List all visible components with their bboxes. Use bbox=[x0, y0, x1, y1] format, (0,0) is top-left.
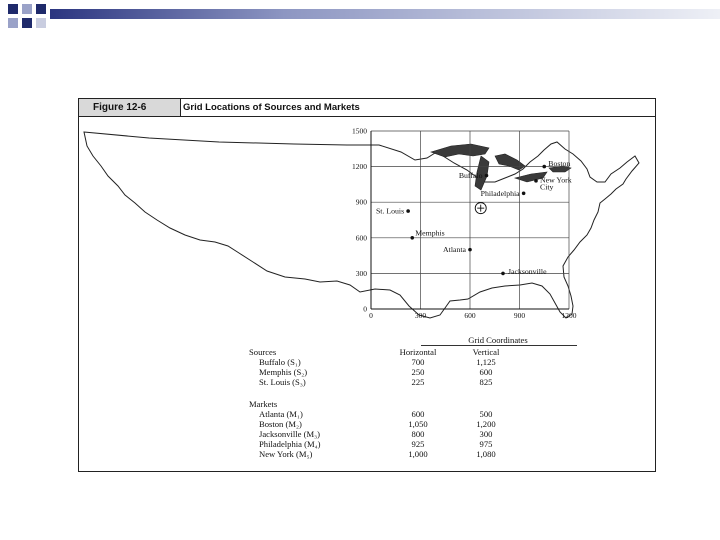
row-horizontal: 700 bbox=[411, 357, 425, 367]
row-name: Memphis (S₂) bbox=[259, 367, 308, 377]
location-point bbox=[534, 179, 538, 183]
row-vertical: 1,080 bbox=[476, 449, 496, 459]
col-horizontal-header: Horizontal bbox=[399, 347, 437, 357]
location-point bbox=[501, 272, 505, 276]
location-label: Atlanta bbox=[443, 245, 466, 255]
table-header-row bbox=[249, 347, 649, 357]
row-vertical: 975 bbox=[479, 439, 493, 449]
row-name: Buffalo (S₁) bbox=[259, 357, 301, 367]
plot-area bbox=[352, 127, 577, 321]
location-label: Philadelphia bbox=[480, 188, 520, 198]
table-row bbox=[249, 449, 649, 459]
row-horizontal: 925 bbox=[411, 439, 425, 449]
row-vertical: 500 bbox=[479, 409, 493, 419]
y-tick-label: 300 bbox=[355, 268, 367, 278]
figure-header bbox=[79, 99, 655, 117]
y-tick-label: 600 bbox=[355, 233, 367, 243]
figure-title: Grid Locations of Sources and Markets bbox=[183, 102, 360, 113]
row-vertical: 825 bbox=[479, 377, 493, 387]
x-tick-label: 600 bbox=[464, 311, 476, 320]
row-name: Boston (M₂) bbox=[259, 419, 302, 429]
location-label: New York bbox=[540, 175, 572, 185]
x-tick-label: 900 bbox=[513, 311, 526, 320]
table-row bbox=[249, 377, 649, 387]
table-row bbox=[249, 357, 649, 367]
location-label: Buffalo bbox=[458, 171, 483, 180]
y-tick-label: 1500 bbox=[352, 126, 367, 136]
figure-frame bbox=[78, 98, 656, 472]
row-horizontal: 250 bbox=[411, 367, 425, 377]
row-vertical: 1,200 bbox=[476, 419, 496, 429]
location-point bbox=[406, 209, 410, 213]
row-name: Jacksonville (M₃) bbox=[259, 429, 320, 439]
table-row bbox=[249, 439, 649, 449]
table-row bbox=[249, 429, 649, 439]
row-horizontal: 1,000 bbox=[408, 449, 428, 459]
row-name: New York (M₅) bbox=[259, 449, 313, 459]
location-point bbox=[522, 192, 526, 196]
row-vertical: 300 bbox=[479, 429, 493, 439]
figure-label: Figure 12-6 bbox=[79, 99, 181, 116]
slide-header-decoration bbox=[0, 0, 720, 30]
location-label: Jacksonville bbox=[508, 266, 547, 276]
sources-label: Sources bbox=[249, 347, 277, 357]
row-vertical: 600 bbox=[479, 367, 493, 377]
y-tick-label: 900 bbox=[355, 197, 367, 207]
location-label: City bbox=[540, 182, 554, 192]
row-name: Philadelphia (M₄) bbox=[259, 439, 321, 449]
x-tick-label: 0 bbox=[369, 311, 373, 320]
x-tick-label: 300 bbox=[414, 311, 427, 320]
table-row bbox=[249, 409, 649, 419]
x-tick-label: 1200 bbox=[561, 311, 577, 320]
location-label: St. Louis bbox=[375, 206, 405, 216]
location-point bbox=[485, 174, 489, 178]
location-label: Boston bbox=[548, 159, 571, 169]
markets-label-row bbox=[249, 399, 649, 409]
row-vertical: 1,125 bbox=[476, 357, 496, 367]
row-horizontal: 1,050 bbox=[408, 419, 428, 429]
y-tick-label: 1200 bbox=[352, 162, 367, 172]
location-point bbox=[542, 165, 546, 169]
row-horizontal: 800 bbox=[411, 429, 425, 439]
location-point bbox=[410, 236, 414, 240]
row-name: Atlanta (M₁) bbox=[259, 409, 303, 419]
row-horizontal: 600 bbox=[411, 409, 425, 419]
location-label: Memphis bbox=[415, 228, 445, 238]
table-row bbox=[249, 419, 649, 429]
table-group-header: Grid Coordinates bbox=[468, 335, 528, 345]
markets-label: Markets bbox=[249, 399, 278, 409]
table-header-rule bbox=[421, 345, 577, 346]
col-vertical-header: Vertical bbox=[472, 347, 500, 357]
row-name: St. Louis (S₃) bbox=[259, 377, 306, 387]
y-tick-label: 0 bbox=[363, 304, 367, 314]
location-point bbox=[468, 248, 472, 252]
row-horizontal: 225 bbox=[411, 377, 425, 387]
grid-map bbox=[79, 116, 655, 328]
table-row bbox=[249, 367, 649, 377]
